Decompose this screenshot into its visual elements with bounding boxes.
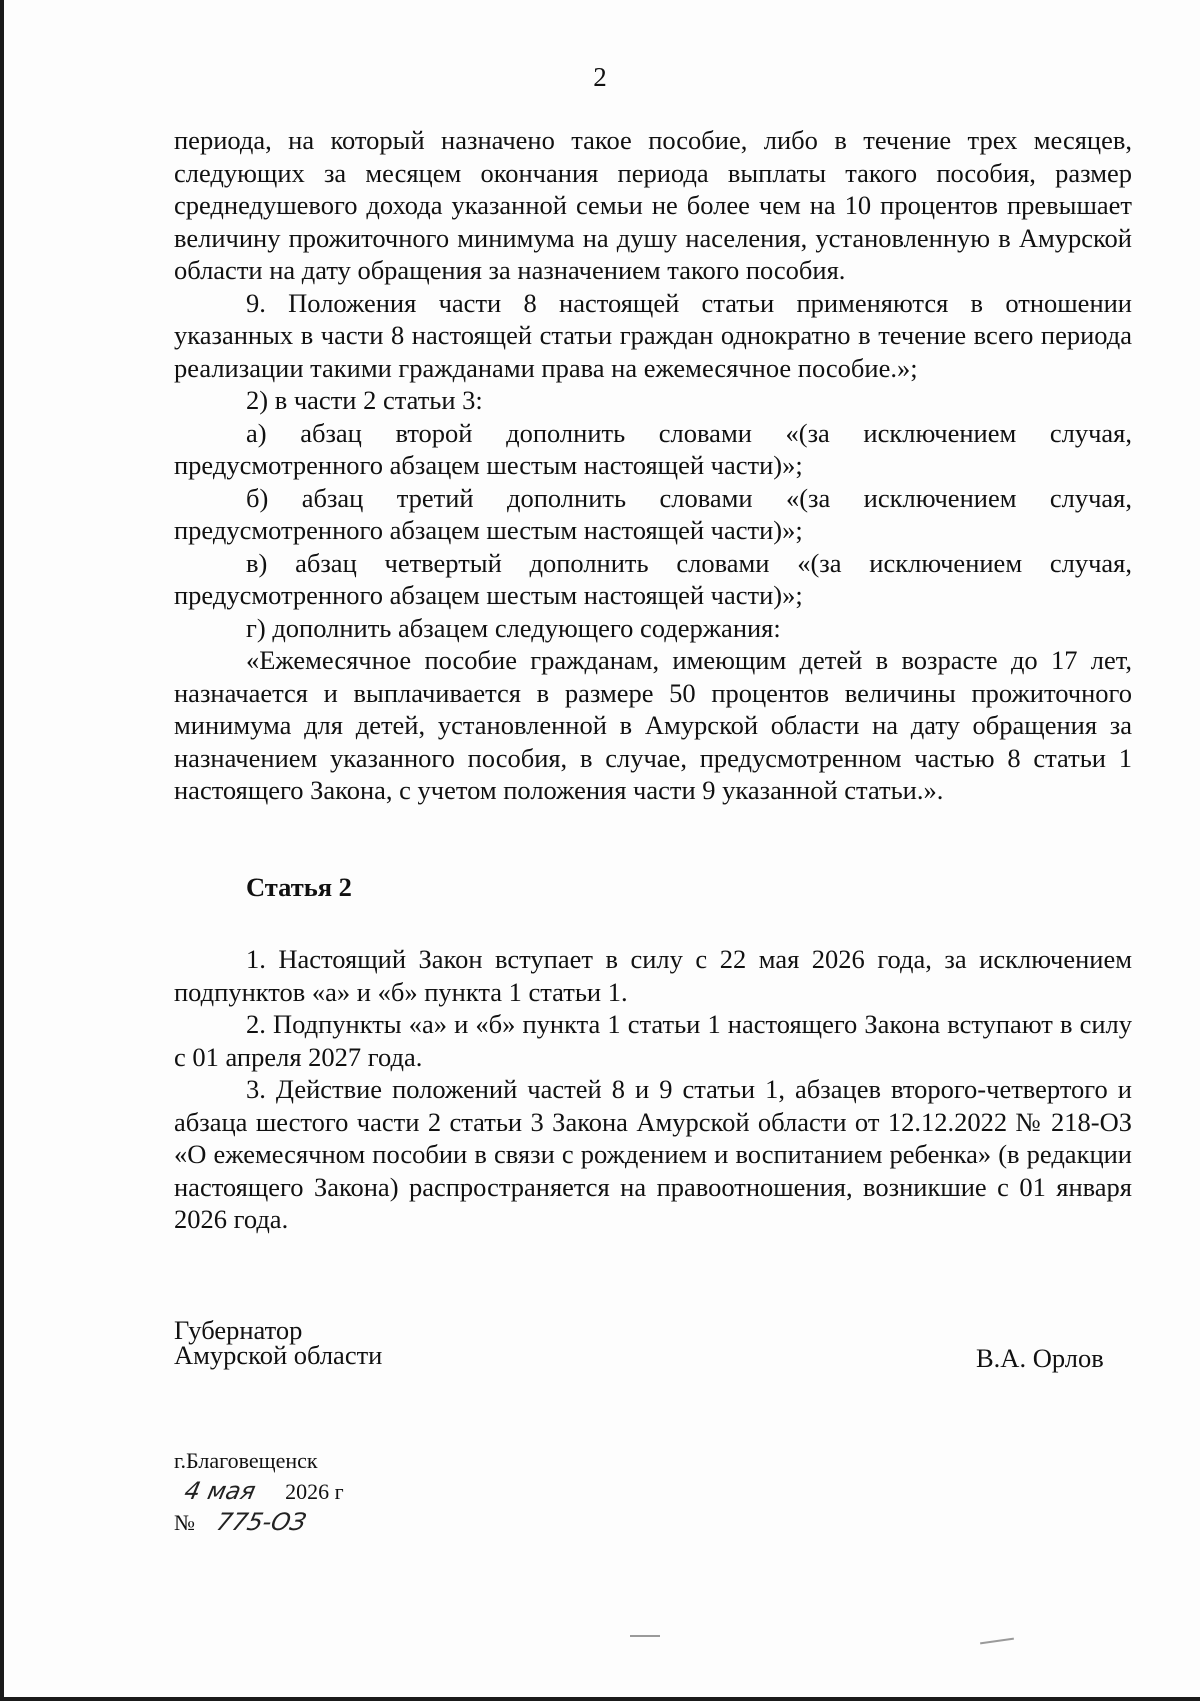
article2-paragraph-2: 2. Подпункты «а» и «б» пункта 1 статьи 1 настоящего Закона вступают в силу с 01 апреля 2027 года. xyxy=(174,1009,1132,1072)
signatory-title xyxy=(174,1315,383,1370)
signatory-name: В.А. Орлов xyxy=(976,1343,1104,1373)
handwritten-date: 4 мая xyxy=(182,1477,259,1505)
scan-border-left xyxy=(0,0,4,1701)
signatory-position: Губернатор xyxy=(174,1315,303,1345)
law-number-line xyxy=(174,1507,344,1538)
place-date-number xyxy=(174,1446,344,1538)
article1-continuation xyxy=(174,124,1132,807)
city-name: г.Благовещенск xyxy=(174,1448,318,1473)
date-year: 2026 г xyxy=(285,1479,344,1504)
signatory-region: Амурской области xyxy=(174,1340,383,1370)
article-2-body xyxy=(174,943,1132,1236)
handwritten-law-number: 775-ОЗ xyxy=(214,1508,309,1536)
scan-border-bottom xyxy=(0,1697,1200,1701)
date-line xyxy=(174,1476,344,1507)
article2-paragraph-3: 3. Действие положений частей 8 и 9 статьи 1, абзацев второго-четвертого и абзаца шестого части 2 статьи 3 Закона Амурской области от 12.12.2022 № 218-ОЗ «О ежемесячном пособии в связи с рождением и воспитанием ребенка» (в редакции настоящего Закона) распространяется на правоотношения, возникшие с 01 января 2026 года. xyxy=(174,1074,1132,1234)
article2-paragraph-1: 1. Настоящий Закон вступает в силу с 22 мая 2026 года, за исключением подпунктов «а» и «б» пункта 1 статьи 1. xyxy=(174,944,1132,1007)
number-sign: № xyxy=(174,1510,195,1535)
scan-mark xyxy=(980,1638,1014,1645)
page-number: 2 xyxy=(593,62,607,92)
scan-mark xyxy=(630,1635,660,1637)
paragraph-item-2: 2) в части 2 статьи 3: xyxy=(246,385,483,415)
paragraph-subitem-b: б) абзац третий дополнить словами «(за исключением случая, предусмотренного абзацем шестым настоящей части)»; xyxy=(174,482,1132,545)
paragraph-continuation: периода, на который назначено такое пособие, либо в течение трех месяцев, следующих за месяцем окончания периода выплаты такого пособия, размер среднедушевого дохода указанной семьи не более чем на 10 процентов превышает величину прожиточного минимума на душу населения, установленную в Амурской области на дату обращения за назначением такого пособия. xyxy=(174,125,1132,285)
paragraph-subitem-v: в) абзац четвертый дополнить словами «(за исключением случая, предусмотренного абзацем шестым настоящей части)»; xyxy=(174,547,1132,610)
paragraph-new-text: «Ежемесячное пособие гражданам, имеющим детей в возрасте до 17 лет, назначается и выплачивается в размере 50 процентов величины прожиточного минимума для детей, установленной в Амурской области на дату обращения за назначением указанного пособия, в случае, предусмотренном частью 8 статьи 1 настоящего Закона, с учетом положения части 9 указанной статьи.». xyxy=(174,645,1132,805)
article-2-heading: Статья 2 xyxy=(246,872,352,902)
paragraph-subitem-a: а) абзац второй дополнить словами «(за исключением случая, предусмотренного абзацем шестым настоящей части)»; xyxy=(174,417,1132,480)
paragraph-part-9: 9. Положения части 8 настоящей статьи применяются в отношении указанных в части 8 настоящей статьи граждан однократно в течение всего периода реализации такими гражданами права на ежемесячное пособие.»; xyxy=(174,287,1132,383)
paragraph-subitem-g: г) дополнить абзацем следующего содержания: xyxy=(246,612,781,643)
